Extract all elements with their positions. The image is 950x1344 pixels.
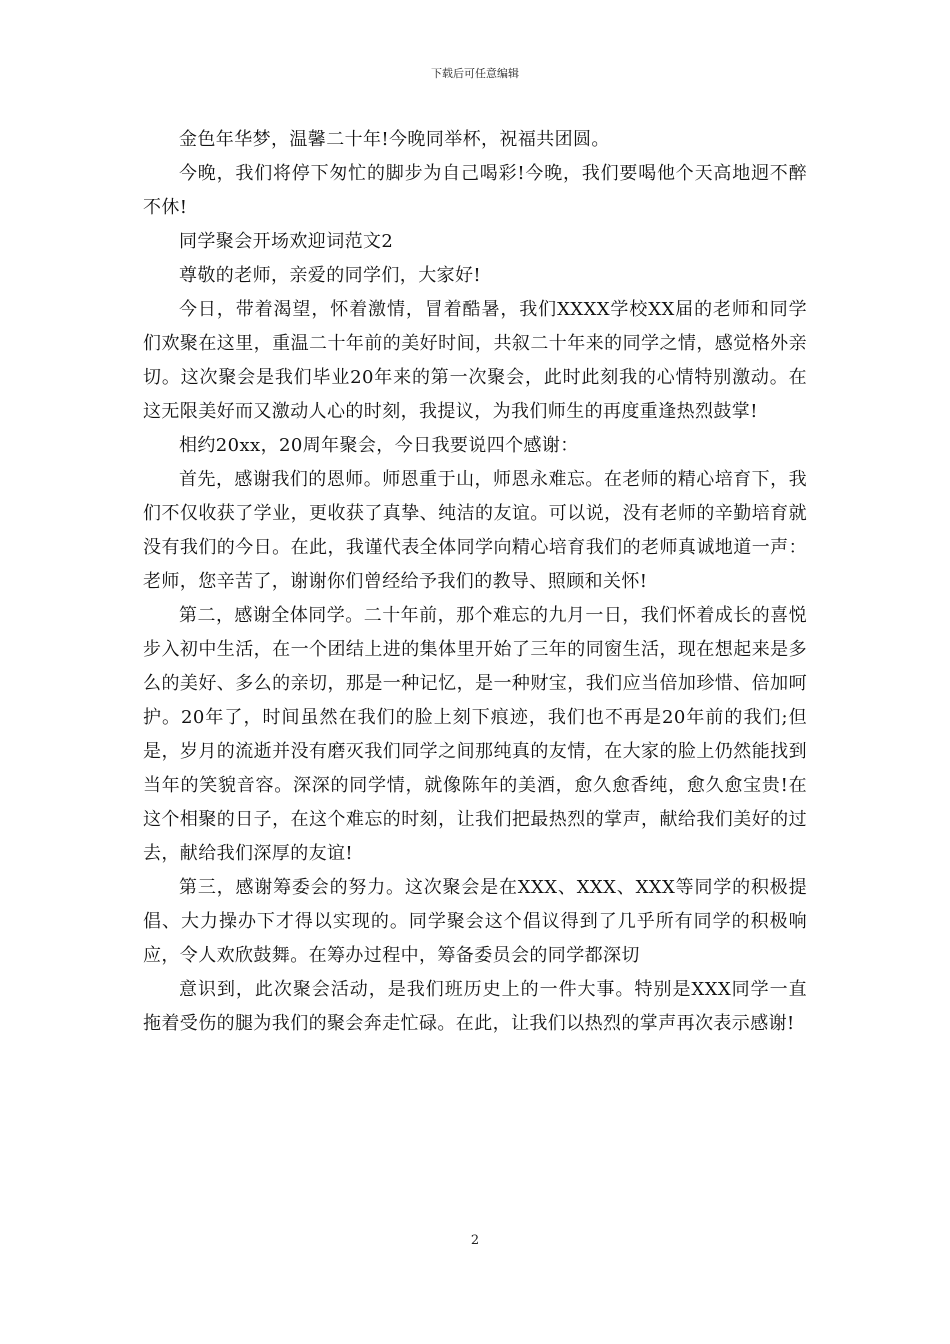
- page-number: 2: [470, 1233, 480, 1248]
- paragraph-1: 金色年华梦，温馨二十年!今晚同举杯，祝福共团圆。: [179, 129, 610, 150]
- paragraph-four-thanks: 相约20xx，20周年聚会，今日我要说四个感谢：: [179, 435, 579, 456]
- paragraph-thanks-teachers: 首先，感谢我们的恩师。师恩重于山，师恩永难忘。在老师的精心培育下，我们不仅收获了学业，更收获了真挚、纯洁的友谊。可以说，没有老师的辛勤培育就没有我们的今日。在此，我谨代表全体同学向精心培育我们的老师真诚地道一声：老师，您辛苦了，谢谢你们曾经给予我们的教导、照顾和关怀!: [143, 469, 807, 592]
- paragraph-special-thanks: 意识到，此次聚会活动，是我们班历史上的一件大事。特别是XXX同学一直拖着受伤的腿为我们的聚会奔走忙碌。在此，让我们以热烈的掌声再次表示感谢!: [143, 979, 807, 1034]
- paragraph-2: 今晚，我们将停下匆忙的脚步为自己喝彩!今晚，我们要喝他个天高地迥不醉不休!: [143, 163, 807, 218]
- paragraph-thanks-classmates: 第二，感谢全体同学。二十年前，那个难忘的九月一日，我们怀着成长的喜悦步入初中生活，在一个团结上进的集体里开始了三年的同窗生活，现在想起来是多么的美好、多么的亲切，那是一种记忆，是一种财宝，我们应当倍加珍惜、倍加呵护。20年了，时间虽然在我们的脸上刻下痕迹，我们也不再是20年前的我们;但是，岁月的流逝并没有磨灭我们同学之间那纯真的友情，在大家的脸上仍然能找到当年的笑貌音容。深深的同学情，就像陈年的美酒，愈久愈香纯，愈久愈宝贵!在这个相聚的日子，在这个难忘的时刻，让我们把最热烈的掌声，献给我们美好的过去，献给我们深厚的友谊!: [143, 605, 807, 864]
- page-header: 下载后可任意编辑: [431, 67, 519, 80]
- paragraph-thanks-committee: 第三，感谢筹委会的努力。这次聚会是在XXX、XXX、XXX等同学的积极提倡、大力操办下才得以实现的。同学聚会这个倡议得到了几乎所有同学的积极响应，令人欢欣鼓舞。在筹办过程中，筹备委员会的同学都深切: [143, 877, 807, 966]
- document-body: [143, 123, 807, 1041]
- paragraph-opening: 今日，带着渴望，怀着激情，冒着酷暑，我们XXXX学校XX届的老师和同学们欢聚在这里，重温二十年前的美好时间，共叙二十年来的同学之情，感觉格外亲切。这次聚会是我们毕业20年来的第一次聚会，此时此刻我的心情特别激动。在这无限美好而又激动人心的时刻，我提议，为我们师生的再度重逢热烈鼓掌!: [143, 299, 807, 422]
- section-title: 同学聚会开场欢迎词范文2: [179, 231, 394, 252]
- greeting: 尊敬的老师，亲爱的同学们，大家好!: [179, 265, 482, 286]
